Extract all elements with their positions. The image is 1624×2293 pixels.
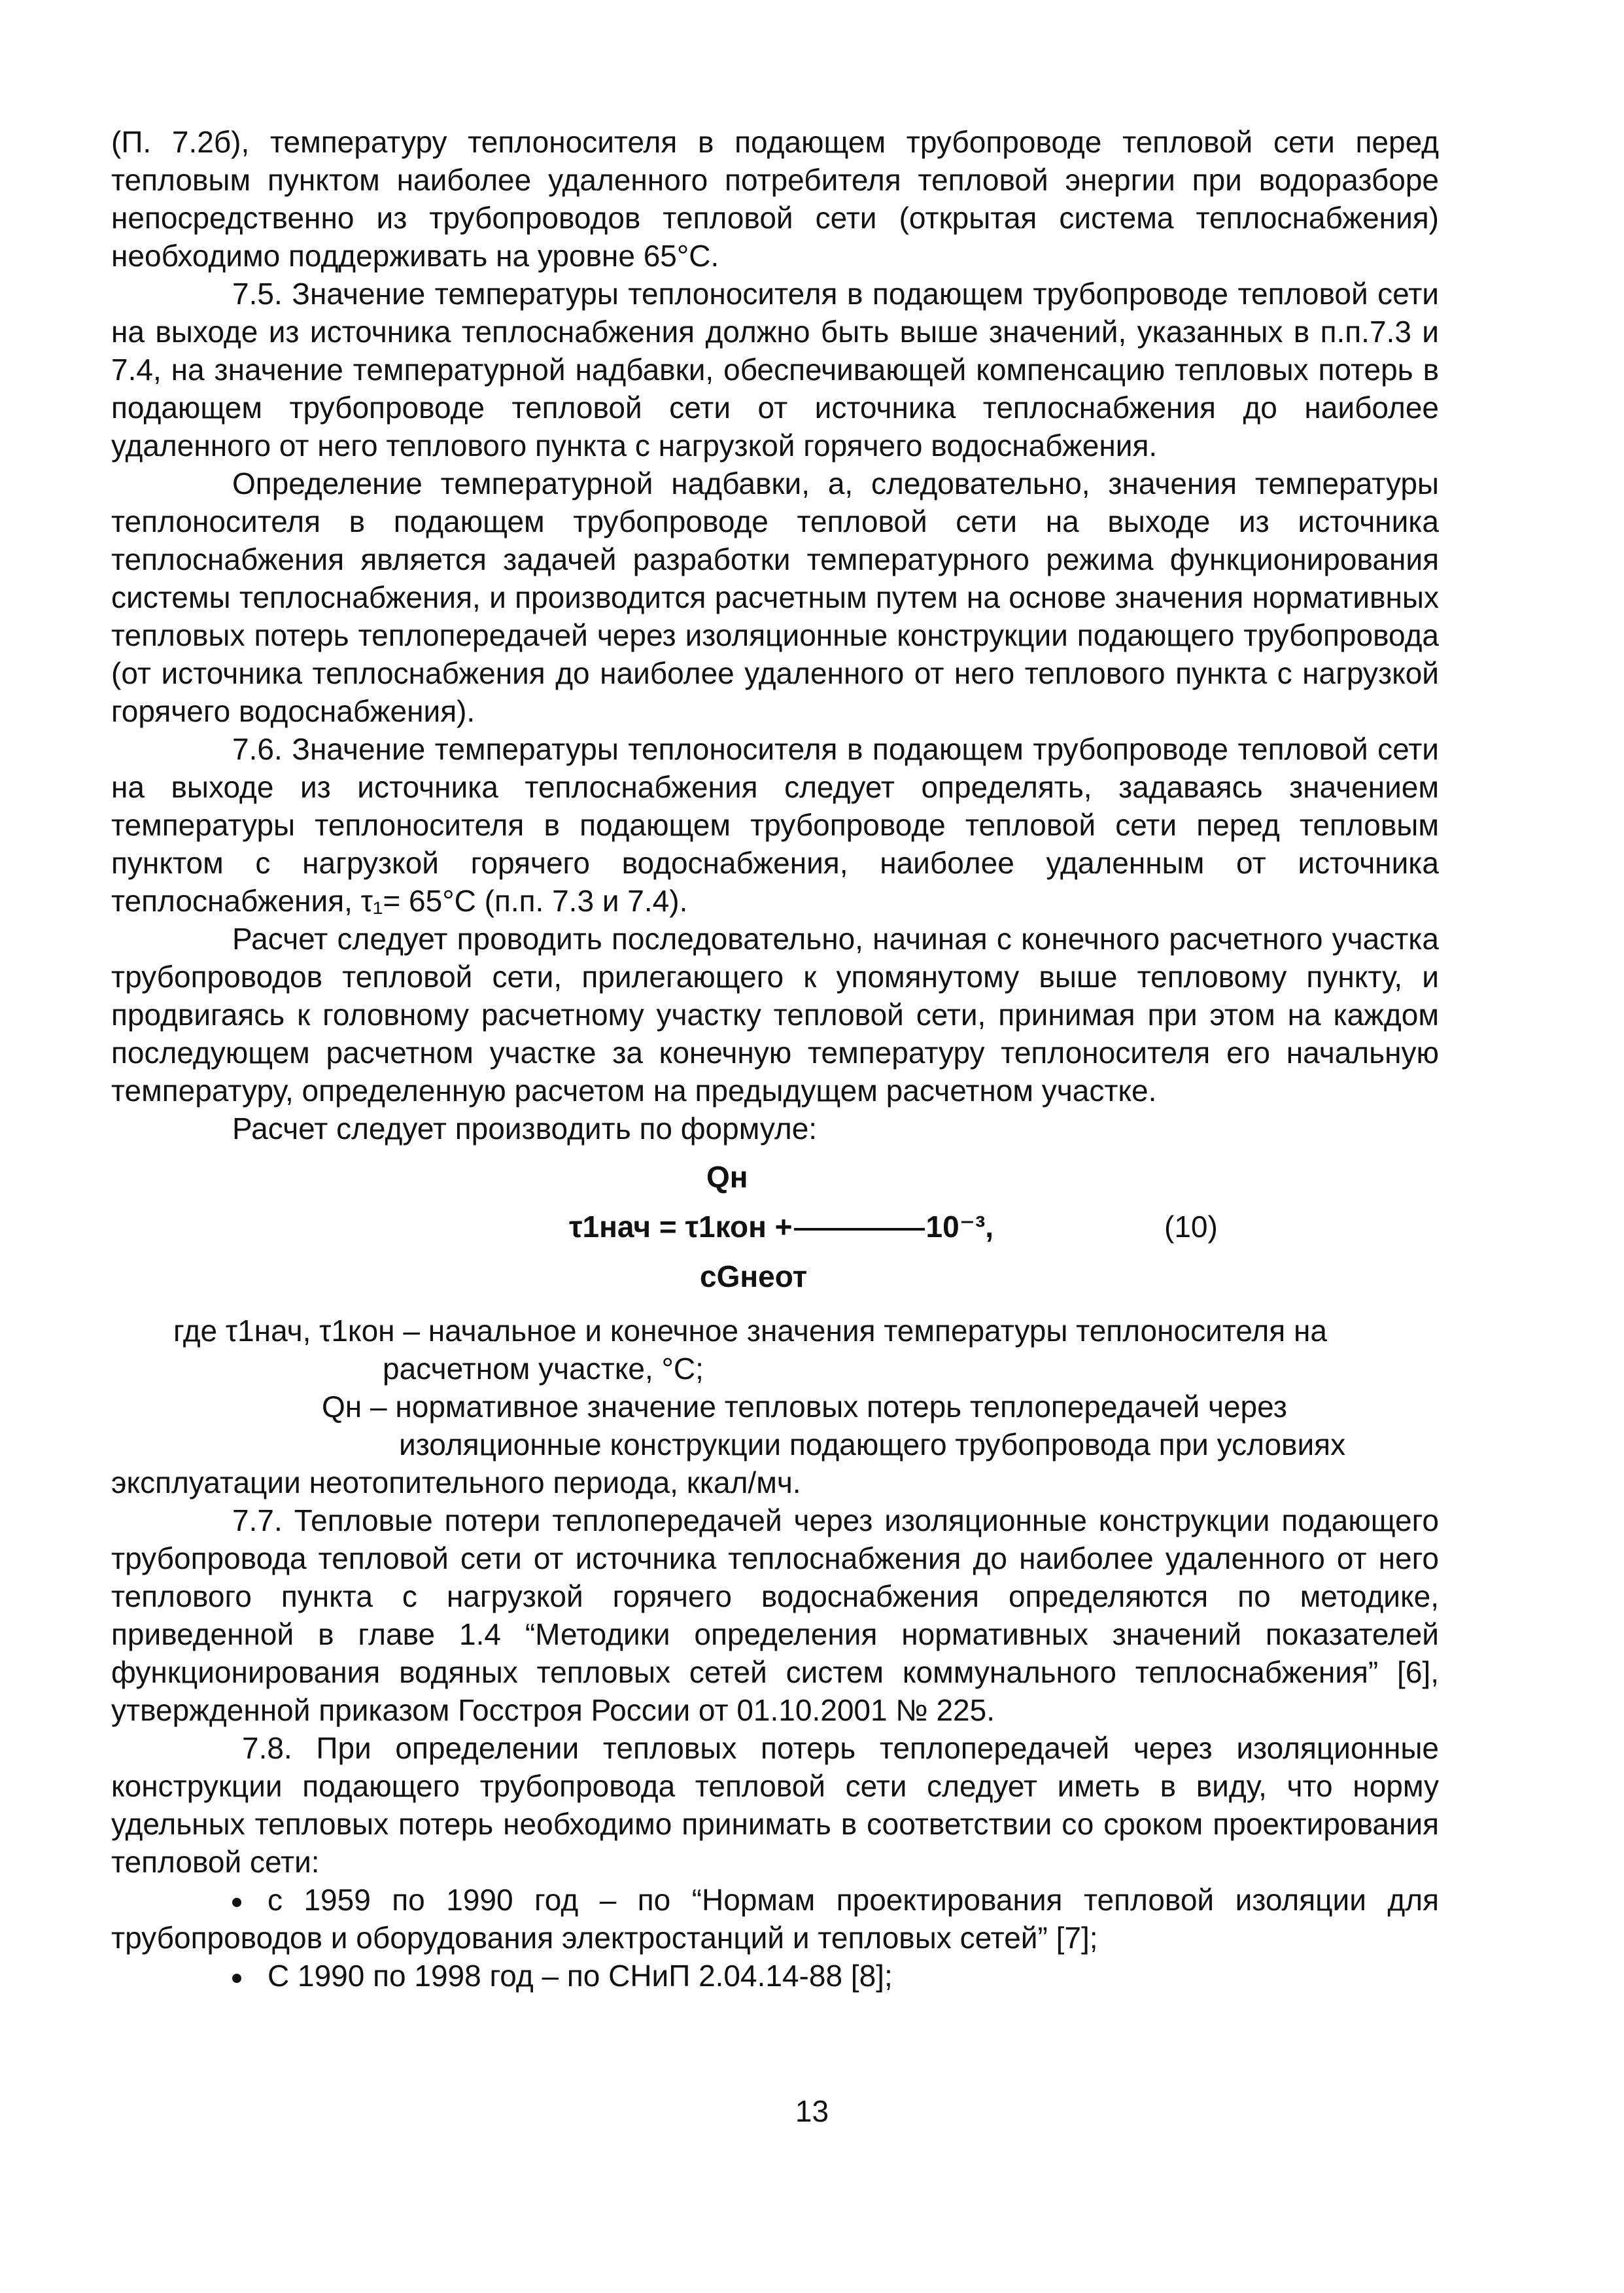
paragraph-temperature-increment: Определение температурной надбавки, а, следовательно, значения температуры теплоносителя в подающем трубопроводе тепловой сети на выходе из источника теплоснабжения является задачей разработки температурного режима функционирования системы теплоснабжения, и производится расчетным путем на основе значения нормативных тепловых потерь теплопередачей через изоляционные конструкции подающего трубопровода (от источника теплоснабжения до наиболее удаленного от него теплового пункта с нагрузкой горячего водоснабжения). xyxy=(111,466,1439,728)
formula-lhs: τ1нач = τ1кон + xyxy=(569,1210,793,1244)
bullet-text: с 1959 по 1990 год – по “Нормам проектирования тепловой изоляции для трубопроводов и оборудования электростанций и тепловых сетей” [7]; xyxy=(111,1883,1439,1955)
formula-legend xyxy=(111,1312,1439,1501)
formula-10 xyxy=(111,1151,1439,1312)
formula-factor: 10⁻³, xyxy=(925,1210,994,1244)
formula-reference-number: (10) xyxy=(1164,1210,1218,1244)
paragraph-7-5: 7.5. Значение температуры теплоносителя в подающем трубопроводе тепловой сети на выходе из источника теплоснабжения должно быть выше значений, указанных в п.п.7.3 и 7.4, на значение температурной надбавки, обеспечивающей компенсацию тепловых потерь в подающем трубопроводе тепловой сети от источника теплоснабжения до наиболее удаленного от него теплового пункта с нагрузкой горячего водоснабжения. xyxy=(111,277,1439,463)
bullet-item xyxy=(111,1957,1439,1995)
legend-line-tau: где τ1нач, τ1кон – начальное и конечное значения температуры теплоносителя на xyxy=(173,1314,1327,1348)
paragraph-7-6: 7.6. Значение температуры теплоносителя в подающем трубопроводе тепловой сети на выходе из источника теплоснабжения следует определять, задаваясь значением температуры теплоносителя в подающем трубопроводе тепловой сети перед тепловым пунктом с нагрузкой горячего водоснабжения, наиболее удаленным от источника теплоснабжения, τ₁= 65°С (п.п. 7.3 и 7.4). xyxy=(111,732,1439,918)
paragraph-calculation-order: Расчет следует проводить последовательно, начиная с конечного расчетного участка трубопроводов тепловой сети, прилегающего к упомянутому выше тепловому пункту, и продвигаясь к головному расчетному участку тепловой сети, принимая при этом на каждом последующем расчетном участке за конечную температуру теплоносителя его начальную температуру, определенную расчетом на предыдущем расчетном участке. xyxy=(111,922,1439,1108)
bullet-item xyxy=(111,1881,1439,1957)
formula-denominator: cGнеот xyxy=(700,1259,808,1293)
formula-numerator: Qн xyxy=(706,1160,748,1194)
legend-line-q-end: эксплуатации неотопительного периода, ккал/мч. xyxy=(111,1465,801,1499)
page-number: 13 xyxy=(795,2094,829,2128)
page-body xyxy=(111,123,1439,1995)
legend-line-q-cont: изоляционные конструкции подающего трубопровода при условиях xyxy=(399,1427,1346,1462)
paragraph-continuation: (П. 7.2б), температуру теплоносителя в подающем трубопроводе тепловой сети перед тепловым пунктом наиболее удаленного потребителя тепловой энергии при водоразборе непосредственно из трубопроводов тепловой сети (открытая система теплоснабжения) необходимо поддерживать на уровне 65°С. xyxy=(111,125,1439,273)
bullet-icon xyxy=(232,1974,241,1983)
legend-line-q: Qн – нормативное значение тепловых потерь теплопередачей через xyxy=(322,1390,1287,1424)
paragraph-formula-intro: Расчет следует производить по формуле: xyxy=(232,1111,818,1146)
paragraph-7-8: 7.8. При определении тепловых потерь теплопередачей через изоляционные конструкции подающего трубопровода тепловой сети следует иметь в виду, что норму удельных тепловых потерь необходимо принимать в соответствии со сроком проектирования тепловой сети: xyxy=(111,1731,1439,1879)
formula-main-row xyxy=(569,1208,993,1246)
paragraph-7-7: 7.7. Тепловые потери теплопередачей через изоляционные конструкции подающего трубопровода тепловой сети от источника теплоснабжения до наиболее удаленного от него теплового пункта с нагрузкой горячего водоснабжения определяются по методике, приведенной в главе 1.4 “Методики определения нормативных значений показателей функционирования водяных тепловых сетей систем коммунального теплоснабжения” [6], утвержденной приказом Госстроя России от 01.10.2001 № 225. xyxy=(111,1503,1439,1727)
bullet-icon xyxy=(232,1898,241,1907)
bullet-text: С 1990 по 1998 год – по СНиП 2.04.14-88 [8]; xyxy=(268,1959,893,1993)
fraction-bar xyxy=(794,1228,925,1231)
legend-line-tau-unit: расчетном участке, °С; xyxy=(383,1352,704,1386)
